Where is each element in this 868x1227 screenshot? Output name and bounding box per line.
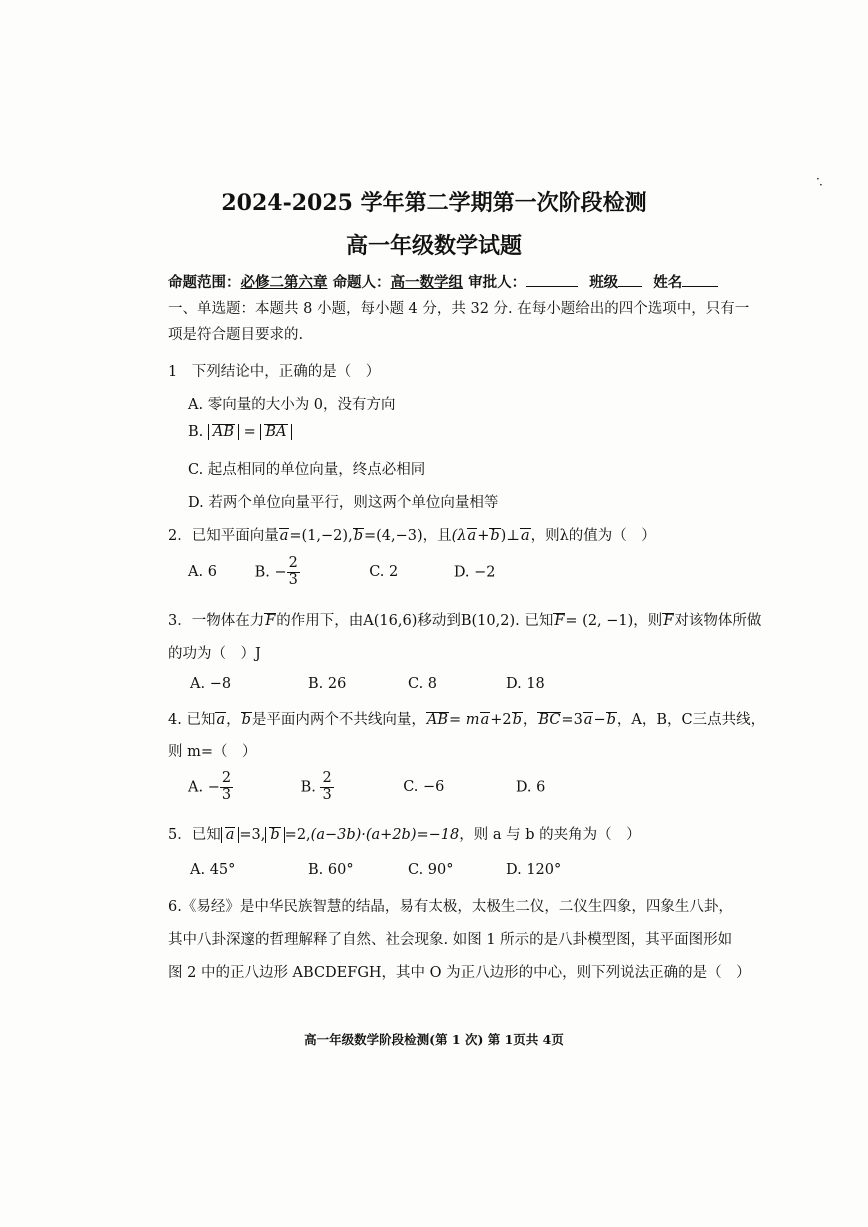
scan-speck: · — [819, 178, 823, 192]
q3-option-b: B. 26 — [308, 676, 347, 692]
q2-options — [188, 556, 496, 589]
q2-cond-end: )⊥ — [500, 528, 520, 544]
q2-option-b-frac: $\frac{2}{3}$ — [288, 555, 298, 588]
q2-vec-a3: a — [520, 528, 530, 544]
q4-option-a: A. − $\frac{2}{3}$ — [188, 770, 232, 803]
q5-vec-b: b — [270, 827, 280, 843]
q4-option-c: C. −6 — [403, 779, 445, 796]
q4-pre: 4. 已知 — [168, 712, 216, 728]
q4-ab-expr: = m — [449, 712, 480, 728]
q5-eq2: =2, — [284, 827, 311, 843]
exam-subtitle: 高一年级数学试题 — [345, 233, 522, 259]
q3-pre: 3．一物体在力 — [168, 613, 265, 629]
q2-end: ，则λ的值为（ ） — [530, 528, 656, 544]
class-blank[interactable] — [618, 274, 642, 287]
q5-option-d: D. 120° — [506, 862, 562, 878]
vector-ba: BA — [265, 424, 287, 440]
q4-sep: ， — [522, 712, 538, 728]
scan-speck: · — [816, 172, 820, 186]
q4-vec-a: a — [216, 712, 226, 728]
q6-line1: 6.《易经》是中华民族智慧的结晶，易有太极，太极生二仪，二仪生四象，四象生八卦， — [168, 899, 733, 915]
q1-stem: 1 下列结论中，正确的是（ ） — [168, 364, 381, 380]
q2-pre: 2．已知平面向量 — [168, 528, 279, 544]
name-label: 姓名 — [653, 274, 683, 291]
q2-option-a: A. 6 — [188, 564, 217, 581]
q3-val: = (2, −1)，则 — [565, 613, 663, 629]
q4-bc-expr: =3 — [561, 712, 583, 728]
q1-option-b — [188, 424, 292, 440]
meta-line — [168, 271, 718, 292]
author-label: 命题人： — [332, 274, 391, 291]
q2-option-b-label: B. — [254, 564, 270, 581]
q2-eq-b: =(4,−3)，且 — [363, 528, 452, 544]
q1-option-a: A. 零向量的大小为 0，没有方向 — [188, 397, 396, 413]
q3-options — [190, 676, 545, 692]
q3-option-d: D. 18 — [506, 676, 545, 692]
section-heading-line1: 一、单选题：本题共 8 小题，每小题 4 分，共 32 分. 在每小题给出的四个选项中，只有一 — [168, 301, 750, 317]
q4-vec-bc: BC — [538, 712, 561, 728]
q2-eq-a: =(1,−2), — [289, 528, 353, 544]
q1-option-b-label: B. — [188, 424, 204, 440]
q3-line1 — [168, 609, 761, 630]
q2-vec-a: a — [279, 528, 289, 544]
exam-title: 2024-2025 学年第二学期第一次阶段检测 — [221, 190, 647, 216]
q4-vec-b2: b — [512, 712, 522, 728]
q4-option-d: D. 6 — [515, 779, 546, 796]
q2-stem — [168, 524, 656, 545]
q2-option-d: D. −2 — [453, 564, 496, 581]
q2-vec-b2: b — [490, 528, 500, 544]
q4-options — [188, 771, 545, 804]
q5-option-a: A. 45° — [190, 862, 236, 878]
reviewer-label: 审批人： — [468, 274, 527, 291]
q4-vec-a2: a — [480, 712, 490, 728]
q2-plus: + — [477, 528, 490, 544]
q3-option-a: A. −8 — [190, 676, 232, 692]
q4-vec-a3: a — [583, 712, 593, 728]
q6-line3: 图 2 中的正八边形 ABCDEFGH，其中 O 为正八边形的中心，则下列说法正确的是（ ） — [168, 965, 751, 981]
q4-option-b: B. $\frac{2}{3}$ — [300, 770, 332, 803]
name-blank[interactable] — [682, 274, 718, 287]
q5-option-b: B. 60° — [308, 862, 354, 878]
q5-expr: (a−3b)·(a+2b)=−18 — [310, 827, 460, 843]
q4-bc-minus: − — [593, 712, 606, 728]
q5-eq1: =3, — [239, 827, 266, 843]
q4-ab-plus: +2 — [490, 712, 512, 728]
q2-cond: (λ — [451, 528, 467, 544]
class-label: 班级 — [589, 274, 619, 291]
q3-end: 对该物体所做 — [674, 613, 762, 629]
q1-option-d: D. 若两个单位向量平行，则这两个单位向量相等 — [188, 495, 499, 511]
q4-vec-ab: AB — [426, 712, 449, 728]
q2-option-b — [255, 556, 365, 589]
q5-end: ，则 a 与 b 的夹角为（ ） — [459, 827, 641, 843]
q5-pre: 5．已知 — [168, 827, 221, 843]
section-heading-line2: 项是符合题目要求的. — [168, 327, 304, 343]
q1-option-c: C. 起点相同的单位向量，终点必相同 — [188, 462, 426, 478]
q3-vec-f3: F — [663, 613, 674, 629]
vector-ab: AB — [212, 424, 235, 440]
q3-vec-f: F — [265, 613, 276, 629]
q4-line2: 则 m=（ ） — [168, 744, 257, 760]
q2-option-c: C. 2 — [369, 564, 399, 581]
q4-mid: 是平面内两个不共线向量， — [251, 712, 426, 728]
q1-option-b-eq: = — [243, 424, 256, 440]
q6-line2: 其中八卦深邃的哲理解释了自然、社会现象. 如图 1 所示的是八卦模型图，其平面图形如 — [168, 932, 733, 948]
q4-end: ，A，B，C三点共线， — [616, 712, 766, 728]
q4-vec-b3: b — [606, 712, 616, 728]
q3-mid: 的作用下，由A(16,6)移动到B(10,2). 已知 — [276, 613, 554, 629]
q5-vec-a: a — [225, 827, 235, 843]
q5-options — [190, 862, 561, 878]
q2-vec-b: b — [353, 528, 363, 544]
reviewer-blank[interactable] — [526, 274, 578, 287]
q2-option-b-sign: − — [274, 564, 287, 581]
scope-label: 命题范围： — [168, 274, 241, 291]
page-footer: 高一年级数学阶段检测(第 1 次) 第 1页共 4页 — [304, 1032, 564, 1047]
author-value: 高一数学组 — [390, 274, 464, 291]
q4-comma: ， — [226, 712, 241, 728]
q5-stem — [168, 823, 641, 844]
q4-line1 — [168, 708, 765, 729]
q3-vec-f2: F — [554, 613, 565, 629]
q2-vec-a2: a — [467, 528, 477, 544]
q3-line2: 的功为（ ）J — [168, 646, 261, 662]
q3-option-c: C. 8 — [408, 676, 438, 692]
q4-vec-b: b — [241, 712, 251, 728]
scope-value: 必修二第六章 — [240, 274, 328, 291]
q5-option-c: C. 90° — [408, 862, 454, 878]
